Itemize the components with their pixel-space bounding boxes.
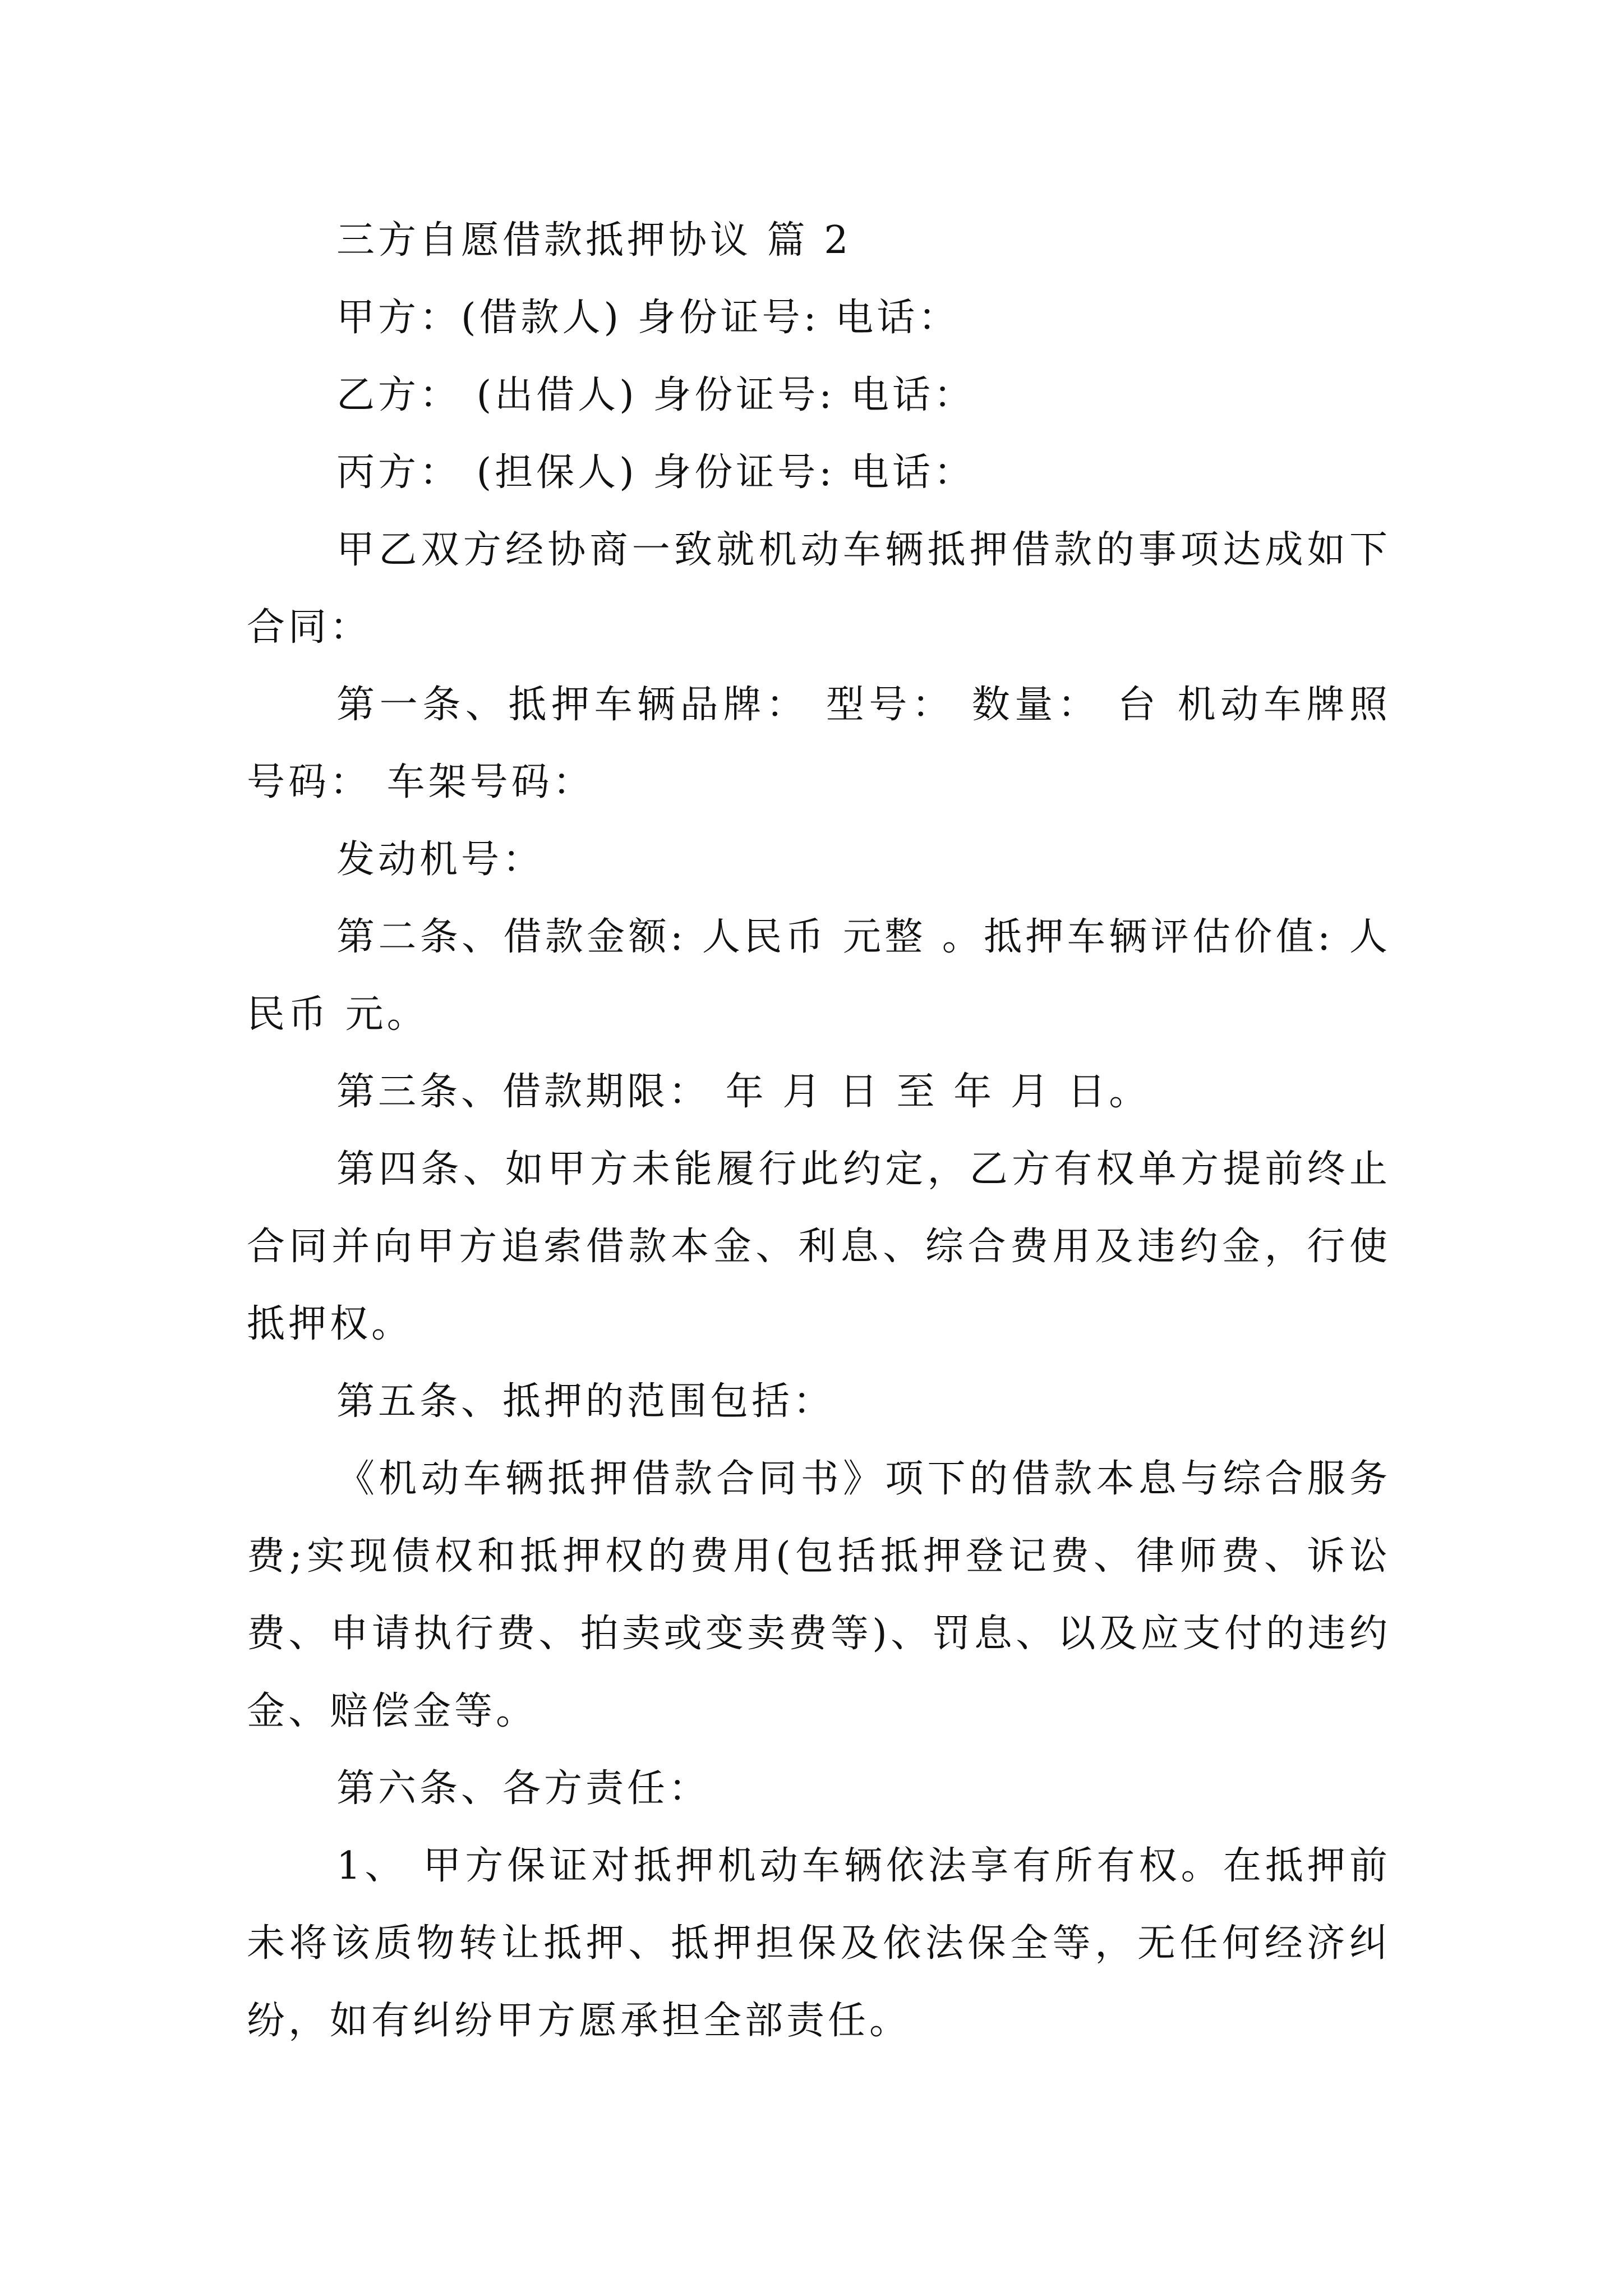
article-6-heading: 第六条、各方责任：: [336, 1766, 711, 1811]
article-1-paragraph: 第一条、抵押车辆品牌： 型号： 数量： 台 机动车牌照号码： 车架号码：: [247, 683, 1391, 804]
engine-number-line: 发动机号：: [336, 838, 545, 882]
article-4-paragraph: 第四条、如甲方未能履行此约定，乙方有权单方提前终止合同并向甲方追索借款本金、利息、综合费用及违约金，行使抵押权。: [247, 1147, 1391, 1346]
article-5-scope-paragraph: 《机动车辆抵押借款合同书》项下的借款本息与综合服务费;实现债权和抵押权的费用(包括抵押登记费、律师费、诉讼费、申请执行费、拍卖或变卖费等)、罚息、以及应支付的违约金、赔偿金等。: [247, 1457, 1391, 1733]
preamble-paragraph: 甲乙双方经协商一致就机动车辆抵押借款的事项达成如下合同：: [247, 528, 1391, 650]
party-b-line: 乙方： (出借人) 身份证号: 电话：: [336, 373, 975, 417]
document-body: [247, 202, 1391, 2060]
article-2-paragraph: 第二条、借款金额: 人民币 元整 。抵押车辆评估价值: 人民币 元。: [247, 915, 1391, 1037]
article-3-paragraph: 第三条、借款期限： 年 月 日 至 年 月 日。: [336, 1070, 1151, 1114]
document-title: 三方自愿借款抵押协议 篇 2: [336, 218, 852, 263]
article-6-item-1: 1、 甲方保证对抵押机动车辆依法享有所有权。在抵押前未将该质物转让抵押、抵押担保及依法保全等，无任何经济纠纷，如有纠纷甲方愿承担全部责任。: [247, 1844, 1391, 2043]
article-5-heading: 第五条、抵押的范围包括：: [336, 1379, 835, 1424]
party-a-line: 甲方：(借款人) 身份证号: 电话：: [336, 296, 960, 340]
party-c-line: 丙方： (担保人) 身份证号: 电话：: [336, 450, 975, 495]
